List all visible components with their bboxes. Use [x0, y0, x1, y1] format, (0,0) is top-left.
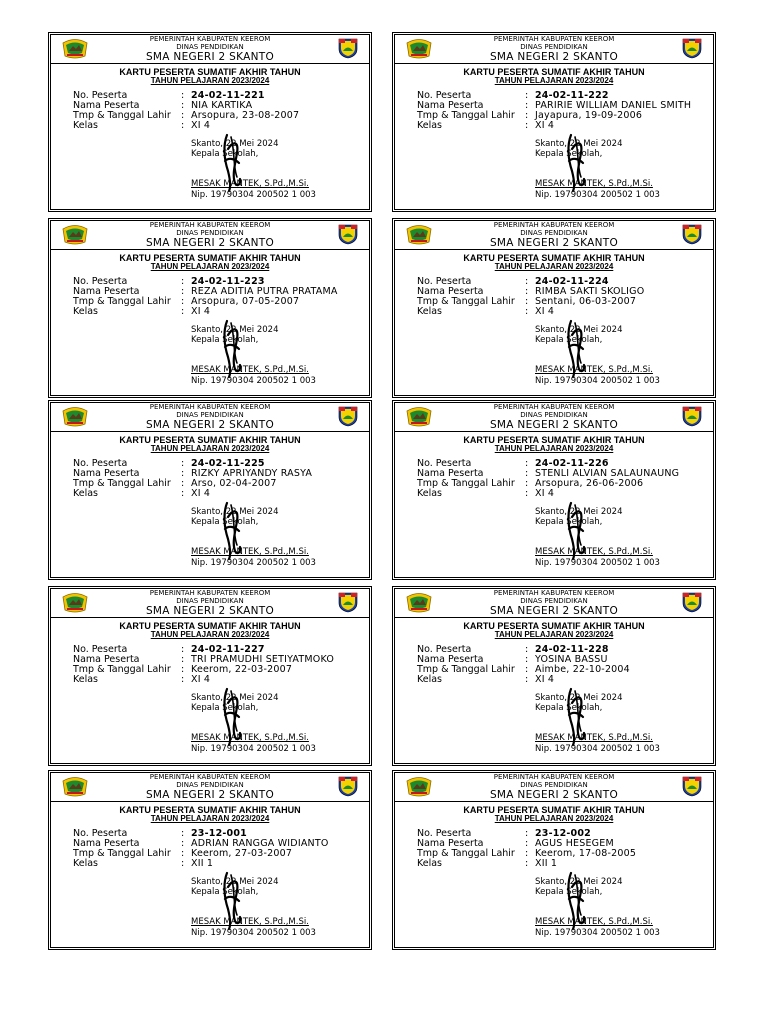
separator: :	[525, 654, 529, 665]
school-logo-icon	[337, 775, 359, 797]
birth-label: Tmp & Tanggal Lahir	[73, 478, 171, 489]
participant-name: NIA KARTIKA	[191, 100, 253, 111]
separator: :	[181, 488, 185, 499]
separator: :	[181, 644, 185, 655]
card-header	[51, 589, 369, 618]
exam-card-5	[50, 402, 370, 578]
card-title: KARTU PESERTA SUMATIF AKHIR TAHUN	[119, 67, 301, 77]
separator: :	[525, 468, 529, 479]
separator: :	[525, 90, 529, 101]
department-line: DINAS PENDIDIKAN	[176, 229, 244, 237]
class-label: Kelas	[417, 488, 443, 499]
birth-row	[73, 849, 365, 859]
participant-number-label: No. Peserta	[417, 828, 472, 839]
participant-details	[417, 829, 709, 869]
birth-row	[73, 111, 365, 121]
participant-number: 24-02-11-225	[191, 458, 265, 469]
card-header	[395, 589, 713, 618]
signer-block	[191, 365, 365, 386]
participant-name-label: Nama Peserta	[73, 838, 140, 849]
participant-name: STENLI ALVIAN SALAUNAUNG	[535, 468, 680, 479]
exam-card-10	[394, 772, 714, 948]
participant-number: 24-02-11-227	[191, 644, 265, 655]
class-row	[73, 121, 365, 131]
principal-nip: Nip. 19790304 200502 1 003	[535, 375, 660, 386]
participant-number: 24-02-11-226	[535, 458, 609, 469]
separator: :	[181, 458, 185, 469]
separator: :	[181, 848, 185, 859]
principal-title: Kepala Sekolah,	[535, 517, 603, 527]
participant-name-label: Nama Peserta	[73, 286, 140, 297]
class-value: XI 4	[535, 488, 555, 499]
class-value: XII 1	[535, 858, 558, 869]
signer-block	[535, 179, 709, 200]
government-line: PEMERINTAH KABUPATEN KEEROM	[493, 221, 615, 229]
participant-name: RIZKY APRIYANDY RASYA	[191, 468, 313, 479]
separator: :	[525, 858, 529, 869]
school-name: SMA NEGERI 2 SKANTO	[489, 51, 619, 63]
class-label: Kelas	[417, 306, 443, 317]
department-line: DINAS PENDIDIKAN	[520, 411, 588, 419]
birth-place-date: Arsopura, 26-06-2006	[535, 478, 644, 489]
participant-number-label: No. Peserta	[417, 90, 472, 101]
principal-name: MESAK MANTEK, S.Pd.,M.Si.	[191, 547, 309, 557]
class-label: Kelas	[417, 674, 443, 685]
signer-block	[535, 917, 709, 938]
participant-name-label: Nama Peserta	[73, 468, 140, 479]
place-date: Skanto, 22 Mei 2024	[535, 877, 623, 887]
card-header	[395, 403, 713, 432]
participant-name: ADRIAN RANGGA WIDIANTO	[191, 838, 329, 849]
birth-label: Tmp & Tanggal Lahir	[417, 110, 515, 121]
government-line: PEMERINTAH KABUPATEN KEEROM	[149, 221, 271, 229]
participant-name-label: Nama Peserta	[417, 286, 484, 297]
principal-name: MESAK MANTEK, S.Pd.,M.Si.	[535, 733, 653, 743]
separator: :	[181, 276, 185, 287]
school-name: SMA NEGERI 2 SKANTO	[489, 789, 619, 801]
card-title: KARTU PESERTA SUMATIF AKHIR TAHUN	[463, 435, 645, 445]
separator: :	[525, 110, 529, 121]
birth-place-date: Arso, 02-04-2007	[191, 478, 277, 489]
class-label: Kelas	[417, 858, 443, 869]
participant-name-label: Nama Peserta	[417, 100, 484, 111]
class-value: XI 4	[535, 674, 555, 685]
signer-block	[191, 917, 365, 938]
card-header	[51, 35, 369, 64]
signature-block	[535, 507, 709, 527]
school-name: SMA NEGERI 2 SKANTO	[145, 237, 275, 249]
signer-block	[191, 547, 365, 568]
principal-nip: Nip. 19790304 200502 1 003	[535, 189, 660, 200]
place-date: Skanto, 22 Mei 2024	[535, 139, 623, 149]
separator: :	[181, 828, 185, 839]
exam-card-7	[50, 588, 370, 764]
birth-label: Tmp & Tanggal Lahir	[417, 848, 515, 859]
school-logo-icon	[337, 405, 359, 427]
government-line: PEMERINTAH KABUPATEN KEEROM	[493, 589, 615, 597]
academic-year: TAHUN PELAJARAN 2023/2024	[494, 444, 614, 453]
principal-name: MESAK MANTEK, S.Pd.,M.Si.	[191, 365, 309, 375]
birth-label: Tmp & Tanggal Lahir	[73, 110, 171, 121]
signature-block	[191, 693, 365, 713]
separator: :	[525, 306, 529, 317]
participant-number: 24-02-11-223	[191, 276, 265, 287]
signer-block	[191, 733, 365, 754]
separator: :	[181, 286, 185, 297]
card-title: KARTU PESERTA SUMATIF AKHIR TAHUN	[119, 435, 301, 445]
signer-block	[535, 733, 709, 754]
birth-label: Tmp & Tanggal Lahir	[73, 664, 171, 675]
academic-year: TAHUN PELAJARAN 2023/2024	[150, 76, 270, 85]
separator: :	[181, 674, 185, 685]
class-row	[417, 121, 709, 131]
separator: :	[525, 674, 529, 685]
birth-row	[417, 665, 709, 675]
signature-block	[191, 877, 365, 897]
principal-name: MESAK MANTEK, S.Pd.,M.Si.	[535, 547, 653, 557]
card-title: KARTU PESERTA SUMATIF AKHIR TAHUN	[119, 621, 301, 631]
government-line: PEMERINTAH KABUPATEN KEEROM	[149, 589, 271, 597]
birth-label: Tmp & Tanggal Lahir	[73, 848, 171, 859]
school-logo-icon	[337, 223, 359, 245]
school-logo-icon	[337, 37, 359, 59]
place-date: Skanto, 22 Mei 2024	[535, 507, 623, 517]
participant-name-label: Nama Peserta	[417, 654, 484, 665]
place-date: Skanto, 22 Mei 2024	[535, 693, 623, 703]
participant-details	[417, 645, 709, 685]
separator: :	[525, 828, 529, 839]
separator: :	[181, 858, 185, 869]
class-label: Kelas	[417, 120, 443, 131]
principal-title: Kepala Sekolah,	[191, 887, 259, 897]
signer-block	[535, 547, 709, 568]
birth-label: Tmp & Tanggal Lahir	[417, 296, 515, 307]
exam-card-2	[394, 34, 714, 210]
birth-label: Tmp & Tanggal Lahir	[73, 296, 171, 307]
principal-nip: Nip. 19790304 200502 1 003	[191, 189, 316, 200]
principal-name: MESAK MANTEK, S.Pd.,M.Si.	[191, 733, 309, 743]
separator: :	[181, 478, 185, 489]
exam-card-1	[50, 34, 370, 210]
principal-title: Kepala Sekolah,	[191, 335, 259, 345]
place-date: Skanto, 22 Mei 2024	[191, 693, 279, 703]
class-value: XI 4	[191, 306, 211, 317]
department-line: DINAS PENDIDIKAN	[176, 597, 244, 605]
separator: :	[181, 110, 185, 121]
department-line: DINAS PENDIDIKAN	[176, 781, 244, 789]
birth-place-date: Aimbe, 22-10-2004	[535, 664, 630, 675]
participant-number-label: No. Peserta	[73, 276, 128, 287]
card-header	[51, 221, 369, 250]
class-value: XI 4	[191, 120, 211, 131]
exam-card-6	[394, 402, 714, 578]
participant-details	[73, 91, 365, 131]
card-title: KARTU PESERTA SUMATIF AKHIR TAHUN	[119, 253, 301, 263]
academic-year: TAHUN PELAJARAN 2023/2024	[150, 630, 270, 639]
birth-place-date: Jayapura, 19-09-2006	[535, 110, 643, 121]
principal-name: MESAK MANTEK, S.Pd.,M.Si.	[535, 179, 653, 189]
birth-row	[417, 297, 709, 307]
class-value: XI 4	[191, 674, 211, 685]
birth-row	[73, 297, 365, 307]
class-value: XI 4	[191, 488, 211, 499]
principal-nip: Nip. 19790304 200502 1 003	[191, 743, 316, 754]
principal-title: Kepala Sekolah,	[535, 335, 603, 345]
birth-label: Tmp & Tanggal Lahir	[417, 478, 515, 489]
card-header	[51, 773, 369, 802]
card-header	[395, 221, 713, 250]
signature-block	[535, 325, 709, 345]
signature-block	[535, 693, 709, 713]
separator: :	[525, 664, 529, 675]
separator: :	[525, 488, 529, 499]
signature-block	[535, 877, 709, 897]
school-logo-icon	[681, 591, 703, 613]
participant-number-label: No. Peserta	[73, 828, 128, 839]
academic-year: TAHUN PELAJARAN 2023/2024	[150, 262, 270, 271]
participant-name-label: Nama Peserta	[417, 838, 484, 849]
participant-details	[73, 277, 365, 317]
principal-nip: Nip. 19790304 200502 1 003	[191, 557, 316, 568]
birth-row	[417, 849, 709, 859]
participant-name-label: Nama Peserta	[417, 468, 484, 479]
participant-number-label: No. Peserta	[417, 276, 472, 287]
birth-row	[417, 111, 709, 121]
separator: :	[525, 100, 529, 111]
principal-name: MESAK MANTEK, S.Pd.,M.Si.	[191, 179, 309, 189]
separator: :	[525, 848, 529, 859]
card-header	[395, 35, 713, 64]
principal-name: MESAK MANTEK, S.Pd.,M.Si.	[535, 365, 653, 375]
principal-name: MESAK MANTEK, S.Pd.,M.Si.	[191, 917, 309, 927]
birth-place-date: Keerom, 22-03-2007	[191, 664, 293, 675]
school-name: SMA NEGERI 2 SKANTO	[145, 51, 275, 63]
principal-name: MESAK MANTEK, S.Pd.,M.Si.	[535, 917, 653, 927]
birth-place-date: Keerom, 27-03-2007	[191, 848, 293, 859]
separator: :	[525, 296, 529, 307]
exam-card-9	[50, 772, 370, 948]
card-title: KARTU PESERTA SUMATIF AKHIR TAHUN	[119, 805, 301, 815]
birth-label: Tmp & Tanggal Lahir	[417, 664, 515, 675]
department-line: DINAS PENDIDIKAN	[176, 43, 244, 51]
birth-place-date: Sentani, 06-03-2007	[535, 296, 637, 307]
separator: :	[181, 120, 185, 131]
signature-block	[191, 139, 365, 159]
school-logo-icon	[337, 591, 359, 613]
exam-card-3	[50, 220, 370, 396]
principal-title: Kepala Sekolah,	[191, 149, 259, 159]
class-row	[417, 675, 709, 685]
school-name: SMA NEGERI 2 SKANTO	[145, 605, 275, 617]
exam-card-8	[394, 588, 714, 764]
separator: :	[525, 838, 529, 849]
academic-year: TAHUN PELAJARAN 2023/2024	[494, 814, 614, 823]
birth-place-date: Arsopura, 07-05-2007	[191, 296, 300, 307]
birth-row	[417, 479, 709, 489]
card-title: KARTU PESERTA SUMATIF AKHIR TAHUN	[463, 253, 645, 263]
signer-block	[191, 179, 365, 200]
card-header	[51, 403, 369, 432]
participant-name: TRI PRAMUDHI SETIYATMOKO	[191, 654, 335, 665]
class-label: Kelas	[73, 674, 99, 685]
principal-nip: Nip. 19790304 200502 1 003	[191, 927, 316, 938]
class-row	[73, 489, 365, 499]
participant-name-label: Nama Peserta	[73, 654, 140, 665]
participant-number: 23-12-001	[191, 828, 247, 839]
participant-name: REZA ADITIA PUTRA PRATAMA	[191, 286, 338, 297]
participant-name: PARIRIE WILLIAM DANIEL SMITH	[535, 100, 692, 111]
academic-year: TAHUN PELAJARAN 2023/2024	[150, 444, 270, 453]
birth-row	[73, 479, 365, 489]
card-title: KARTU PESERTA SUMATIF AKHIR TAHUN	[463, 621, 645, 631]
separator: :	[525, 644, 529, 655]
separator: :	[181, 90, 185, 101]
separator: :	[181, 654, 185, 665]
school-name: SMA NEGERI 2 SKANTO	[489, 237, 619, 249]
participant-number-label: No. Peserta	[73, 458, 128, 469]
principal-title: Kepala Sekolah,	[191, 517, 259, 527]
government-line: PEMERINTAH KABUPATEN KEEROM	[493, 773, 615, 781]
class-row	[73, 859, 365, 869]
school-name: SMA NEGERI 2 SKANTO	[145, 419, 275, 431]
separator: :	[525, 286, 529, 297]
place-date: Skanto, 22 Mei 2024	[191, 877, 279, 887]
participant-number-label: No. Peserta	[73, 644, 128, 655]
school-logo-icon	[681, 775, 703, 797]
separator: :	[181, 296, 185, 307]
participant-number-label: No. Peserta	[73, 90, 128, 101]
school-logo-icon	[681, 405, 703, 427]
participant-details	[417, 459, 709, 499]
participant-details	[73, 829, 365, 869]
separator: :	[525, 458, 529, 469]
academic-year: TAHUN PELAJARAN 2023/2024	[494, 262, 614, 271]
class-value: XII 1	[191, 858, 214, 869]
school-logo-icon	[681, 223, 703, 245]
class-row	[417, 489, 709, 499]
class-value: XI 4	[535, 120, 555, 131]
government-line: PEMERINTAH KABUPATEN KEEROM	[149, 403, 271, 411]
department-line: DINAS PENDIDIKAN	[520, 781, 588, 789]
participant-number: 24-02-11-221	[191, 90, 265, 101]
separator: :	[525, 276, 529, 287]
participant-details	[73, 459, 365, 499]
separator: :	[181, 838, 185, 849]
participant-name: YOSINA BASSU	[535, 654, 608, 665]
class-value: XI 4	[535, 306, 555, 317]
participant-details	[417, 91, 709, 131]
separator: :	[181, 664, 185, 675]
separator: :	[525, 120, 529, 131]
department-line: DINAS PENDIDIKAN	[520, 229, 588, 237]
class-label: Kelas	[73, 488, 99, 499]
class-row	[417, 859, 709, 869]
class-row	[73, 675, 365, 685]
signature-block	[535, 139, 709, 159]
card-title: KARTU PESERTA SUMATIF AKHIR TAHUN	[463, 67, 645, 77]
class-label: Kelas	[73, 120, 99, 131]
school-name: SMA NEGERI 2 SKANTO	[489, 419, 619, 431]
participant-name: AGUS HESEGEM	[535, 838, 614, 849]
participant-name-label: Nama Peserta	[73, 100, 140, 111]
principal-nip: Nip. 19790304 200502 1 003	[191, 375, 316, 386]
separator: :	[181, 306, 185, 317]
principal-title: Kepala Sekolah,	[191, 703, 259, 713]
place-date: Skanto, 22 Mei 2024	[191, 507, 279, 517]
school-logo-icon	[681, 37, 703, 59]
card-header	[395, 773, 713, 802]
principal-title: Kepala Sekolah,	[535, 887, 603, 897]
participant-details	[73, 645, 365, 685]
place-date: Skanto, 22 Mei 2024	[191, 325, 279, 335]
government-line: PEMERINTAH KABUPATEN KEEROM	[149, 35, 271, 43]
department-line: DINAS PENDIDIKAN	[520, 43, 588, 51]
participant-number: 23-12-002	[535, 828, 591, 839]
principal-nip: Nip. 19790304 200502 1 003	[535, 743, 660, 754]
signature-block	[191, 325, 365, 345]
principal-nip: Nip. 19790304 200502 1 003	[535, 557, 660, 568]
place-date: Skanto, 22 Mei 2024	[191, 139, 279, 149]
school-name: SMA NEGERI 2 SKANTO	[489, 605, 619, 617]
academic-year: TAHUN PELAJARAN 2023/2024	[150, 814, 270, 823]
government-line: PEMERINTAH KABUPATEN KEEROM	[149, 773, 271, 781]
school-name: SMA NEGERI 2 SKANTO	[145, 789, 275, 801]
participant-details	[417, 277, 709, 317]
class-label: Kelas	[73, 306, 99, 317]
participant-number-label: No. Peserta	[417, 644, 472, 655]
birth-place-date: Keerom, 17-08-2005	[535, 848, 637, 859]
signer-block	[535, 365, 709, 386]
birth-place-date: Arsopura, 23-08-2007	[191, 110, 300, 121]
class-row	[73, 307, 365, 317]
academic-year: TAHUN PELAJARAN 2023/2024	[494, 630, 614, 639]
principal-title: Kepala Sekolah,	[535, 149, 603, 159]
separator: :	[181, 468, 185, 479]
birth-row	[73, 665, 365, 675]
participant-number: 24-02-11-222	[535, 90, 609, 101]
participant-name: RIMBA SAKTI SKOLIGO	[535, 286, 645, 297]
participant-number: 24-02-11-224	[535, 276, 609, 287]
class-row	[417, 307, 709, 317]
participant-number-label: No. Peserta	[417, 458, 472, 469]
department-line: DINAS PENDIDIKAN	[176, 411, 244, 419]
exam-card-4	[394, 220, 714, 396]
government-line: PEMERINTAH KABUPATEN KEEROM	[493, 403, 615, 411]
academic-year: TAHUN PELAJARAN 2023/2024	[494, 76, 614, 85]
participant-number: 24-02-11-228	[535, 644, 609, 655]
department-line: DINAS PENDIDIKAN	[520, 597, 588, 605]
separator: :	[181, 100, 185, 111]
class-label: Kelas	[73, 858, 99, 869]
place-date: Skanto, 22 Mei 2024	[535, 325, 623, 335]
separator: :	[525, 478, 529, 489]
card-title: KARTU PESERTA SUMATIF AKHIR TAHUN	[463, 805, 645, 815]
government-line: PEMERINTAH KABUPATEN KEEROM	[493, 35, 615, 43]
principal-title: Kepala Sekolah,	[535, 703, 603, 713]
principal-nip: Nip. 19790304 200502 1 003	[535, 927, 660, 938]
signature-block	[191, 507, 365, 527]
